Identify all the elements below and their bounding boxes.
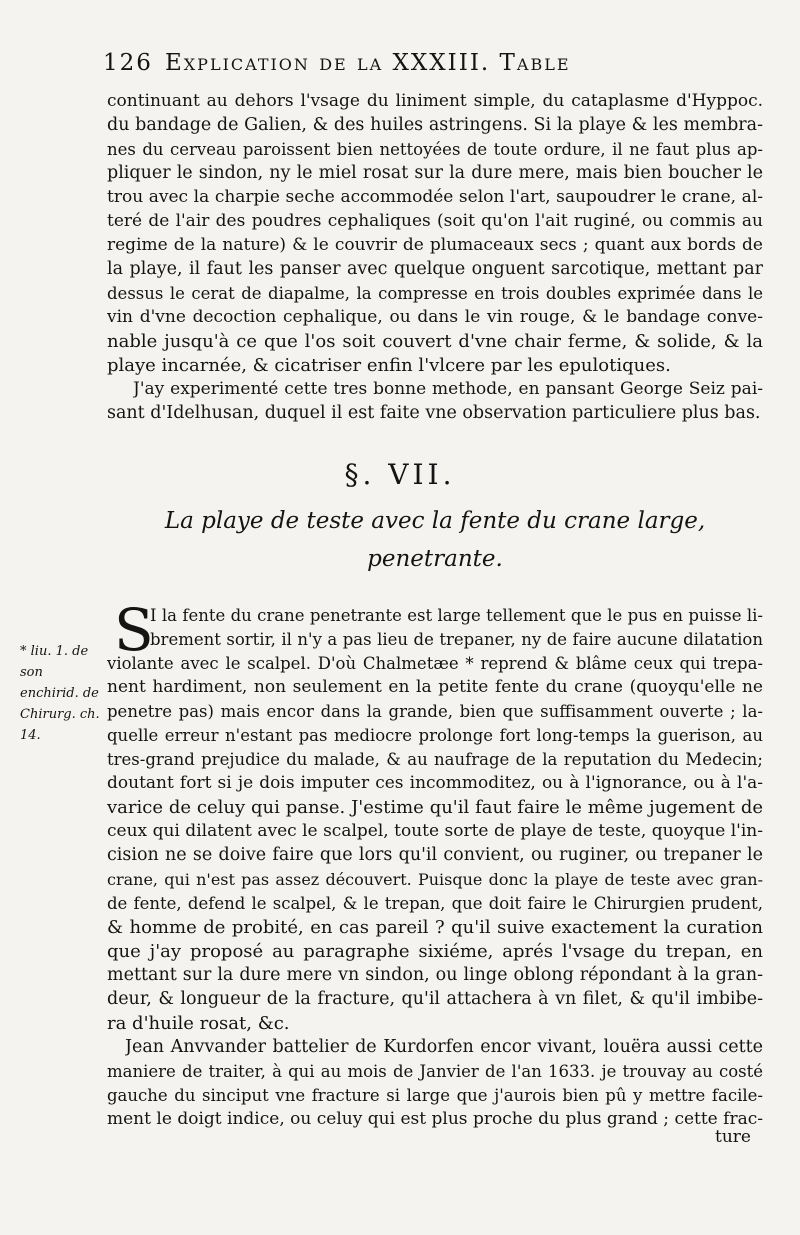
section-heading: La playe de teste avec la fente du crane large, <box>164 508 706 534</box>
text-line: violante avec le scalpel. D'où Chalmetæe * reprend & blâme ceux qui trepa- <box>107 654 763 673</box>
section-heading-cont: penetrante. <box>367 546 503 572</box>
text-line: ment le doigt indice, ou celuy qui est plus proche du plus grand ; cette frac- <box>107 1109 763 1129</box>
running-header <box>103 50 763 84</box>
margin-note-line: * liu. 1. de son <box>20 644 89 680</box>
text-line: gauche du sinciput vne fracture si large que j'aurois bien pû y mettre facile- <box>107 1086 763 1105</box>
running-title: Explication de la XXXIII. Table <box>165 50 571 76</box>
margin-note-line: enchirid. de <box>20 686 99 701</box>
text-line: ra d'huile rosat, &c. <box>107 1013 290 1034</box>
text-line: I la fente du crane penetrante est large tellement que le pus en puisse li- <box>150 606 763 625</box>
text-line: dessus le cerat de diapalme, la compresse en trois doubles exprimée dans le <box>107 284 763 303</box>
text-line: nable jusqu'à ce que l'os soit couvert d'vne chair ferme, & solide, & la <box>107 331 763 352</box>
page-number: 126 <box>103 50 153 76</box>
text-line: crane, qui n'est pas assez découvert. Puisque donc la playe de teste avec gran- <box>107 870 763 889</box>
text-line: trou avec la charpie seche accommodée selon l'art, saupoudrer le crane, al- <box>107 187 763 207</box>
text-line: J'ay experimenté cette tres bonne methode, en pansant George Seiz pai- <box>133 379 763 399</box>
text-line: que j'ay proposé au paragraphe sixiéme, aprés l'vsage du trepan, en <box>107 941 763 962</box>
text-line: teré de l'air des poudres cephaliques (soit qu'on l'ait ruginé, ou commis au <box>107 211 763 231</box>
text-line: nent hardiment, non seulement en la petite fente du crane (quoyqu'elle ne <box>107 677 763 697</box>
text-line: doutant fort si je dois imputer ces incommoditez, ou à l'ignorance, ou à l'a- <box>107 773 763 793</box>
text-line: brement sortir, il n'y a pas lieu de trepaner, ny de faire aucune dilatation <box>150 630 763 649</box>
text-line: regime de la nature) & le couvrir de plumaceaux secs ; quant aux bords de <box>107 235 763 255</box>
text-line: penetre pas) mais encor dans la grande, bien que suffisamment ouverte ; la- <box>107 702 763 721</box>
text-line: nes du cerveau paroissent bien nettoyées de toute ordure, il ne faut plus ap- <box>107 140 763 159</box>
text-line: continuant au dehors l'vsage du liniment simple, du cataplasme d'Hyppoc. <box>107 91 763 111</box>
text-line: tres-grand prejudice du malade, & au naufrage de la reputation du Medecin; <box>107 750 763 769</box>
drop-cap: S <box>114 596 154 664</box>
text-line: Jean Anvvander battelier de Kurdorfen encor vivant, louëra aussi cette <box>125 1037 763 1057</box>
text-line: deur, & longueur de la fracture, qu'il attachera à vn filet, & qu'il imbibe- <box>107 989 763 1009</box>
text-line: mettant sur la dure mere vn sindon, ou linge oblong répondant à la gran- <box>107 965 763 985</box>
text-line: varice de celuy qui panse. J'estime qu'il faut faire le même jugement de <box>107 797 763 818</box>
text-line: playe incarnée, & cicatriser enfin l'vlcere par les epulotiques. <box>107 355 671 376</box>
text-line: maniere de traiter, à qui au mois de Janvier de l'an 1633. je trouvay au costé <box>107 1062 763 1081</box>
text-line: cision ne se doive faire que lors qu'il convient, ou ruginer, ou trepaner le <box>107 845 763 865</box>
section-number: §. VII. <box>344 458 456 491</box>
text-line: & homme de probité, en cas pareil ? qu'il suive exactement la curation <box>107 917 763 938</box>
catchword: ture <box>715 1127 751 1147</box>
margin-note-line: 14. <box>20 728 41 743</box>
margin-note-line: Chirurg. ch. <box>20 707 100 722</box>
text-line: pliquer le sindon, ny le miel rosat sur la dure mere, mais bien boucher le <box>107 163 763 183</box>
text-line: la playe, il faut les panser avec quelque onguent sarcotique, mettant par <box>107 259 763 279</box>
text-line: quelle erreur n'estant pas mediocre prolonge fort long-temps la guerison, au <box>107 726 763 745</box>
text-line: du bandage de Galien, & des huiles astringens. Si la playe & les membra- <box>107 115 763 135</box>
text-line: de fente, defend le scalpel, & le trepan, que doit faire le Chirurgien prudent, <box>107 894 763 913</box>
margin-note <box>20 641 110 746</box>
text-line: ceux qui dilatent avec le scalpel, toute sorte de playe de teste, quoyque l'in- <box>107 821 763 841</box>
text-line: vin d'vne decoction cephalique, ou dans le vin rouge, & le bandage conve- <box>107 307 763 327</box>
text-line: sant d'Idelhusan, duquel il est faite vne observation particuliere plus bas. <box>107 403 761 423</box>
